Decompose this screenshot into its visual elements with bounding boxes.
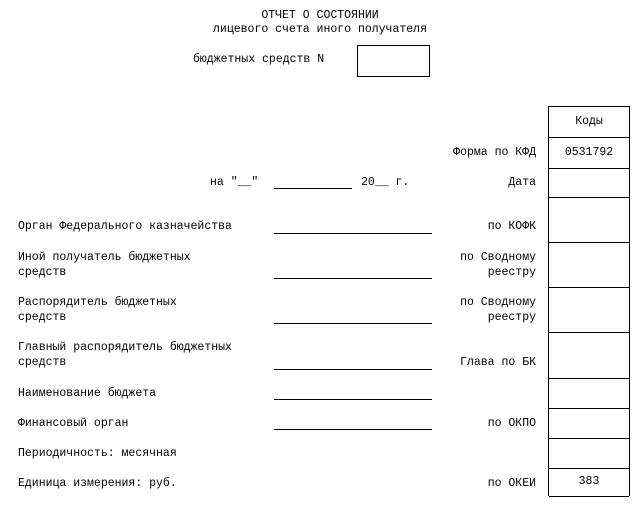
poluchatel-right-label-1: по Сводному [460, 251, 536, 264]
glavny-left-label-2: средств [18, 356, 67, 369]
unit-label: Единица измерения: руб. [18, 477, 177, 490]
finorgan-label: Финансовый орган [18, 417, 129, 430]
okpo-code-cell[interactable] [549, 408, 629, 439]
poluchatel-code-cell[interactable] [549, 242, 629, 288]
finorgan-field-line[interactable] [274, 429, 432, 430]
kofk-code-cell[interactable] [549, 197, 629, 243]
date-month-line[interactable] [274, 188, 352, 189]
poluchatel-left-label-1: Иной получатель бюджетных [18, 251, 191, 264]
data-code-cell[interactable] [549, 168, 629, 198]
poluchatel-left-label-2: средств [18, 266, 67, 279]
okpo-label: по ОКПО [487, 417, 536, 430]
forma-code-cell: 0531792 [549, 137, 629, 169]
rasporyaditel-code-cell[interactable] [549, 287, 629, 333]
rasporyaditel-left-label-1: Распорядитель бюджетных [18, 296, 177, 309]
period-code-cell[interactable] [549, 438, 629, 469]
kofk-label: по КОФК [487, 220, 536, 233]
glavny-code-cell[interactable] [549, 332, 629, 379]
poluchatel-right-label-2: реестру [487, 266, 536, 279]
kofk-left-label: Орган Федерального казначейства [18, 220, 232, 233]
date-year: 20__ г. [361, 176, 410, 189]
glavny-field-line[interactable] [274, 369, 432, 370]
rasporyaditel-left-label-2: средств [18, 311, 67, 324]
budget-field-line[interactable] [274, 399, 432, 400]
glavny-right-label: Глава по БК [460, 356, 536, 369]
glavny-left-label-1: Главный распорядитель бюджетных [18, 341, 232, 354]
rasporyaditel-field-line[interactable] [274, 323, 432, 324]
poluchatel-field-line[interactable] [274, 278, 432, 279]
okei-code-cell: 383 [549, 468, 629, 497]
rasporyaditel-right-label-1: по Сводному [460, 296, 536, 309]
forma-label: Форма по КФД [453, 146, 536, 159]
kofk-field-line[interactable] [274, 233, 432, 234]
title-line-2: лицевого счета иного получателя [213, 23, 427, 36]
data-label: Дата [508, 176, 536, 189]
date-prefix: на "__" [210, 176, 259, 189]
title-line-1: ОТЧЕТ О СОСТОЯНИИ [261, 9, 379, 22]
period-label: Периодичность: месячная [18, 447, 177, 460]
rasporyaditel-right-label-2: реестру [487, 311, 536, 324]
okei-label: по ОКЕИ [487, 477, 536, 490]
title-line-3: бюджетных средств N [193, 53, 325, 66]
budget-code-cell[interactable] [549, 378, 629, 409]
codes-header: Коды [549, 106, 629, 138]
codes-column [548, 106, 630, 496]
account-number-box[interactable] [357, 45, 430, 77]
budget-label: Наименование бюджета [18, 387, 157, 400]
